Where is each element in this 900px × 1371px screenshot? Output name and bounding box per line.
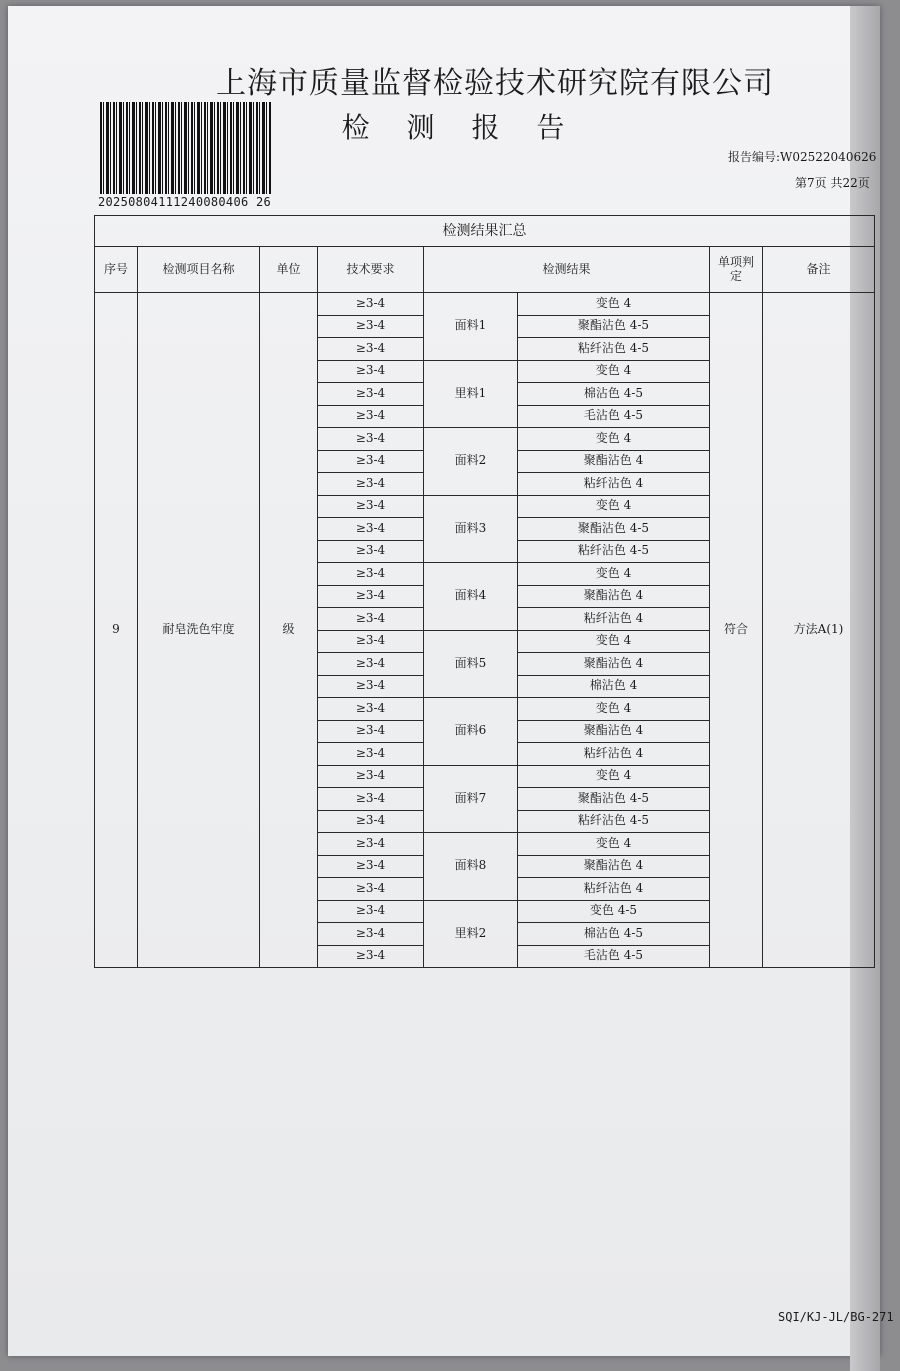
table-header-row xyxy=(95,247,875,293)
result-cell: 聚酯沾色 4-5 xyxy=(518,315,710,338)
result-cell: 聚酯沾色 4 xyxy=(518,450,710,473)
result-cell: 聚酯沾色 4-5 xyxy=(518,788,710,811)
form-code: SQI/KJ-JL/BG-271 xyxy=(778,1310,894,1324)
header-no: 序号 xyxy=(95,247,138,293)
result-cell: 变色 4 xyxy=(518,630,710,653)
result-cell: 毛沾色 4-5 xyxy=(518,405,710,428)
requirement-cell: ≥3-4 xyxy=(318,810,424,833)
barcode xyxy=(100,102,272,194)
judgement-cell: 符合 xyxy=(710,293,763,968)
fabric-part: 面料1 xyxy=(424,293,518,361)
requirement-cell: ≥3-4 xyxy=(318,833,424,856)
requirement-cell: ≥3-4 xyxy=(318,720,424,743)
requirement-cell: ≥3-4 xyxy=(318,383,424,406)
requirement-cell: ≥3-4 xyxy=(318,923,424,946)
unit-cell: 级 xyxy=(260,293,318,968)
requirement-cell: ≥3-4 xyxy=(318,473,424,496)
requirement-cell: ≥3-4 xyxy=(318,428,424,451)
table-row xyxy=(95,293,875,316)
result-cell: 聚酯沾色 4-5 xyxy=(518,518,710,541)
requirement-cell: ≥3-4 xyxy=(318,900,424,923)
result-cell: 聚酯沾色 4 xyxy=(518,720,710,743)
report-number: 报告编号:W02522040626 xyxy=(728,150,877,164)
results-table xyxy=(94,215,875,968)
result-cell: 棉沾色 4-5 xyxy=(518,383,710,406)
result-cell: 粘纤沾色 4-5 xyxy=(518,338,710,361)
result-cell: 变色 4 xyxy=(518,495,710,518)
requirement-cell: ≥3-4 xyxy=(318,855,424,878)
result-cell: 毛沾色 4-5 xyxy=(518,945,710,968)
requirement-cell: ≥3-4 xyxy=(318,338,424,361)
result-cell: 变色 4 xyxy=(518,698,710,721)
result-cell: 粘纤沾色 4 xyxy=(518,878,710,901)
company-title: 上海市质量监督检验技术研究院有限公司 xyxy=(216,66,774,101)
requirement-cell: ≥3-4 xyxy=(318,518,424,541)
requirement-cell: ≥3-4 xyxy=(318,585,424,608)
document-title: 检 测 报 告 xyxy=(341,111,579,144)
requirement-cell: ≥3-4 xyxy=(318,405,424,428)
requirement-cell: ≥3-4 xyxy=(318,698,424,721)
requirement-cell: ≥3-4 xyxy=(318,630,424,653)
fabric-part: 面料8 xyxy=(424,833,518,901)
result-cell: 粘纤沾色 4-5 xyxy=(518,810,710,833)
requirement-cell: ≥3-4 xyxy=(318,608,424,631)
result-cell: 粘纤沾色 4 xyxy=(518,473,710,496)
result-cell: 变色 4 xyxy=(518,428,710,451)
requirement-cell: ≥3-4 xyxy=(318,878,424,901)
header-requirement: 技术要求 xyxy=(318,247,424,293)
result-cell: 变色 4 xyxy=(518,765,710,788)
header-item: 检测项目名称 xyxy=(138,247,260,293)
result-cell: 聚酯沾色 4 xyxy=(518,855,710,878)
fabric-part: 面料3 xyxy=(424,495,518,563)
fabric-part: 里料2 xyxy=(424,900,518,968)
result-cell: 变色 4 xyxy=(518,833,710,856)
row-number: 9 xyxy=(95,293,138,968)
remark-cell: 方法A(1) xyxy=(763,293,875,968)
requirement-cell: ≥3-4 xyxy=(318,765,424,788)
fabric-part: 里料1 xyxy=(424,360,518,428)
result-cell: 棉沾色 4-5 xyxy=(518,923,710,946)
result-cell: 粘纤沾色 4-5 xyxy=(518,540,710,563)
header-judgement: 单项判定 xyxy=(710,247,763,293)
requirement-cell: ≥3-4 xyxy=(318,563,424,586)
result-cell: 粘纤沾色 4 xyxy=(518,743,710,766)
requirement-cell: ≥3-4 xyxy=(318,743,424,766)
requirement-cell: ≥3-4 xyxy=(318,315,424,338)
page-info: 第7页 共22页 xyxy=(795,176,870,190)
fabric-part: 面料4 xyxy=(424,563,518,631)
table-caption: 检测结果汇总 xyxy=(95,216,875,247)
requirement-cell: ≥3-4 xyxy=(318,675,424,698)
result-cell: 粘纤沾色 4 xyxy=(518,608,710,631)
header-result: 检测结果 xyxy=(424,247,710,293)
result-cell: 变色 4 xyxy=(518,360,710,383)
fabric-part: 面料2 xyxy=(424,428,518,496)
result-cell: 棉沾色 4 xyxy=(518,675,710,698)
result-cell: 聚酯沾色 4 xyxy=(518,585,710,608)
requirement-cell: ≥3-4 xyxy=(318,653,424,676)
requirement-cell: ≥3-4 xyxy=(318,788,424,811)
result-cell: 聚酯沾色 4 xyxy=(518,653,710,676)
fabric-part: 面料5 xyxy=(424,630,518,698)
requirement-cell: ≥3-4 xyxy=(318,360,424,383)
result-cell: 变色 4-5 xyxy=(518,900,710,923)
test-item-name: 耐皂洗色牢度 xyxy=(138,293,260,968)
table-caption-row xyxy=(95,216,875,247)
result-cell: 变色 4 xyxy=(518,293,710,316)
result-cell: 变色 4 xyxy=(518,563,710,586)
requirement-cell: ≥3-4 xyxy=(318,450,424,473)
fabric-part: 面料6 xyxy=(424,698,518,766)
header-remark: 备注 xyxy=(763,247,875,293)
requirement-cell: ≥3-4 xyxy=(318,293,424,316)
requirement-cell: ≥3-4 xyxy=(318,495,424,518)
requirement-cell: ≥3-4 xyxy=(318,540,424,563)
fabric-part: 面料7 xyxy=(424,765,518,833)
barcode-number: 20250804111240080406 26 xyxy=(98,195,272,209)
requirement-cell: ≥3-4 xyxy=(318,945,424,968)
header-unit: 单位 xyxy=(260,247,318,293)
